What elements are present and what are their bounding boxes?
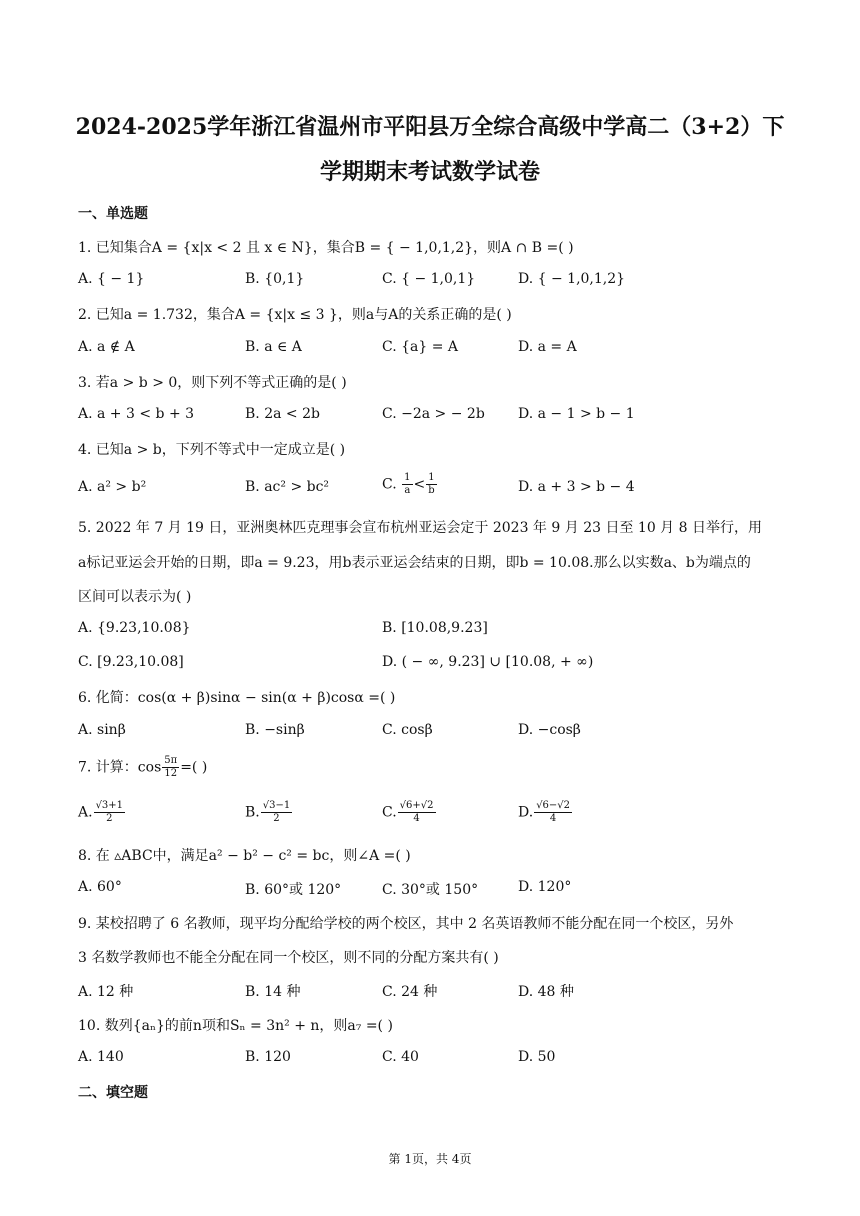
question-3-option-d: D. a − 1 > b − 1 [518,406,635,422]
fraction: $\frac{√3+1}{2}$ [95,800,124,824]
question-6-option-c: C. cosβ [382,722,433,738]
section-heading-fill-in: 二、填空题 [78,1085,148,1101]
question-3-option-b: B. 2a < 2b [245,406,320,422]
question-6-option-d: D. −cosβ [518,722,581,738]
question-3-option-c: C. −2a > − 2b [382,406,485,422]
question-3-option-a: A. a + 3 < b + 3 [78,406,195,422]
question-1-option-b: B. {0,1} [245,271,305,287]
question-6-stem: 6. 化简：cos(α + β)sinα − sin(α + β)cosα =( ) [78,690,396,706]
fraction: $\frac{√6-√2}{4}$ [536,800,571,824]
fraction-1-over-a: $\frac{1}{a}$ [404,472,411,496]
question-10-option-d: D. 50 [518,1049,556,1065]
question-1-stem: 1. 已知集合A = {x|x < 2 且 x ∈ N}，集合B = { − 1,0,1,2}，则A ∩ B =( ) [78,240,574,256]
question-5-option-d: D. ( − ∞, 9.23] ∪ [10.08, + ∞) [382,654,594,670]
question-1-option-a: A. { − 1} [78,271,145,287]
question-9-option-a: A. 12 种 [78,984,134,1000]
question-1-option-c: C. { − 1,0,1} [382,271,476,287]
question-7-option-b: B. $\frac{√3-1}{2}$ [245,800,291,824]
question-8-option-d: D. 120° [518,879,572,895]
question-7-option-c: C. $\frac{√6+√2}{4}$ [382,800,434,824]
question-5-option-c: C. [9.23,10.08] [78,654,184,670]
question-6-option-a: A. sinβ [78,722,126,738]
question-5-option-b: B. [10.08,9.23] [382,620,488,636]
question-9-stem-line1: 9. 某校招聘了 6 名教师，现平均分配给学校的两个校区，其中 2 名英语教师不能分配在同一个校区，另外 [78,916,734,932]
fraction: $\frac{√6+√2}{4}$ [399,800,434,824]
question-8-stem: 8. 在 ▵ABC中，满足a² − b² − c² = bc，则∠A =( ) [78,848,411,864]
fraction-1-over-b: $\frac{1}{b}$ [428,472,435,496]
question-2-option-b: B. a ∈ A [245,339,302,355]
option-label: C. [382,476,397,493]
question-7-option-a: A. $\frac{√3+1}{2}$ [78,800,124,824]
exam-title-line2: 学期期末考试数学试卷 [319,159,540,185]
question-10-option-a: A. 140 [78,1049,124,1065]
less-than-sign: < [413,476,426,493]
question-2-stem: 2. 已知a = 1.732，集合A = {x|x ≤ 3 }，则a与A的关系正确的是( ) [78,307,512,323]
question-8-option-c: C. 30°或 150° [382,882,479,898]
question-9-option-b: B. 14 种 [245,984,301,1000]
question-4-option-c [382,472,438,497]
question-10-option-b: B. 120 [245,1049,291,1065]
question-6-option-b: B. −sinβ [245,722,305,738]
question-4-option-a: A. a² > b² [78,479,147,495]
exam-title-line1: 2024-2025学年浙江省温州市平阳县万全综合高级中学高二（3+2）下 [75,114,785,140]
question-5-option-a: A. {9.23,10.08} [78,620,191,636]
fraction-5pi-over-12: $\frac{5\pi}{12}$ [164,755,178,779]
question-2-option-a: A. a ∉ A [78,339,135,355]
question-4-stem: 4. 已知a > b，下列不等式中一定成立是( ) [78,442,346,458]
section-heading-single-choice: 一、单选题 [78,206,148,222]
question-3-stem: 3. 若a > b > 0，则下列不等式正确的是( ) [78,375,347,391]
question-9-stem-line2: 3 名数学教师也不能全分配在同一个校区，则不同的分配方案共有( ) [78,950,499,966]
page-footer: 第 1页，共 4页 [388,1152,472,1166]
question-7-stem: 7. 计算：cos $\frac{5\pi}{12}$ =( ) [78,755,208,779]
question-7-option-d: D. $\frac{√6-√2}{4}$ [518,800,571,824]
question-5-stem-line2: a标记亚运会开始的日期，即a = 9.23，用b表示亚运会结束的日期，即b = 10.08.那么以实数a、b为端点的 [78,555,751,571]
question-8-option-a: A. 60° [78,879,122,895]
question-4-option-d: D. a + 3 > b − 4 [518,479,635,495]
question-4-option-b: B. ac² > bc² [245,479,330,495]
question-5-stem-line1: 5. 2022 年 7 月 19 日，亚洲奥林匹克理事会宣布杭州亚运会定于 2023 年 9 月 23 日至 10 月 8 日举行，用 [78,520,762,536]
question-10-stem: 10. 数列{aₙ}的前n项和Sₙ = 3n² + n，则a₇ =( ) [78,1018,393,1034]
question-10-option-c: C. 40 [382,1049,419,1065]
question-5-stem-line3: 区间可以表示为( ) [78,589,192,605]
question-9-option-c: C. 24 种 [382,984,438,1000]
question-9-option-d: D. 48 种 [518,984,574,1000]
question-1-option-d: D. { − 1,0,1,2} [518,271,626,287]
question-2-option-d: D. a = A [518,339,577,355]
question-2-option-c: C. {a} = A [382,339,459,355]
question-8-option-b: B. 60°或 120° [245,882,342,898]
fraction: $\frac{√3-1}{2}$ [262,800,291,824]
